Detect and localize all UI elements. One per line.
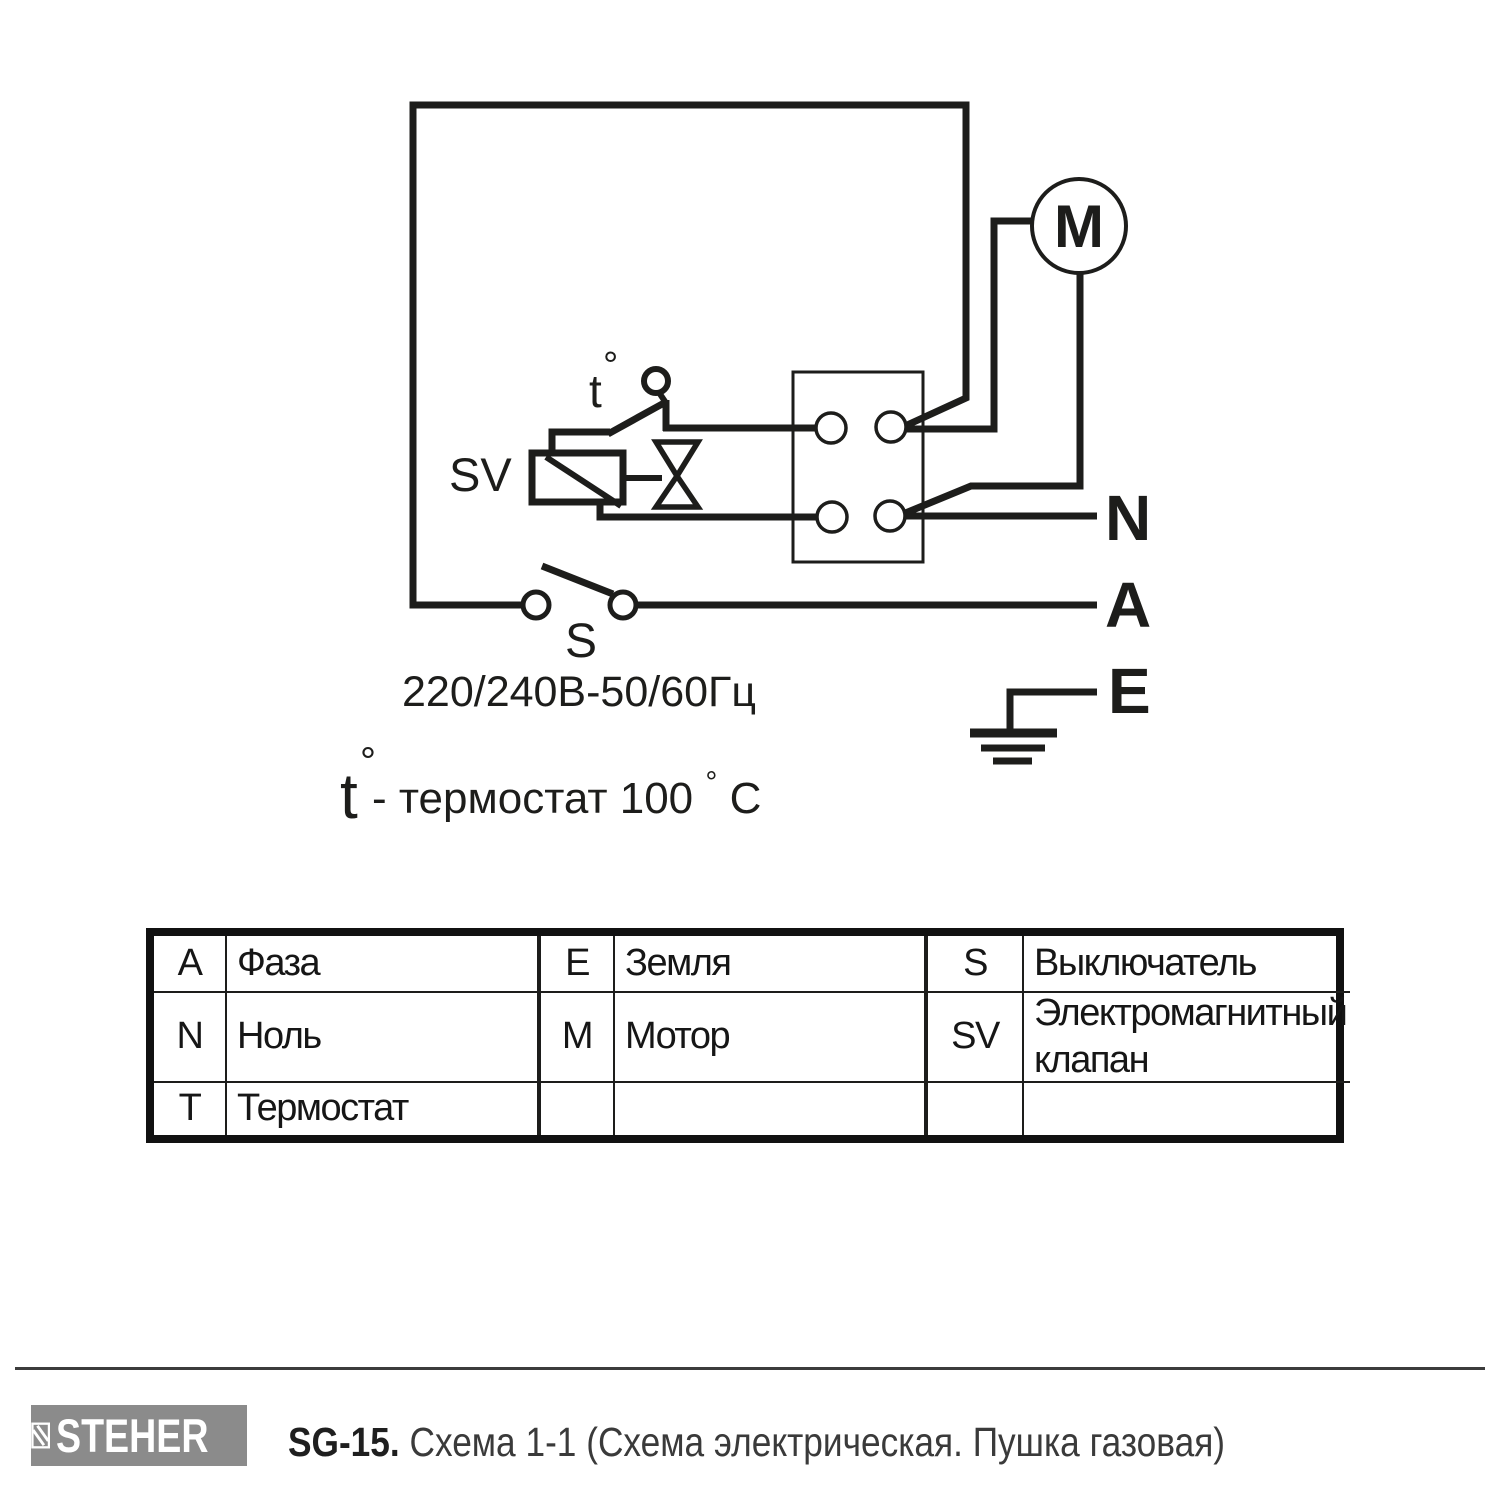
caption-text: Схема 1-1 (Схема электрическая. Пушка газовая) bbox=[399, 1419, 1226, 1465]
solenoid-valve-coil bbox=[532, 453, 623, 506]
wire-line-e bbox=[1010, 692, 1097, 731]
line-e-label: E bbox=[1108, 655, 1151, 727]
line-a-label: A bbox=[1105, 569, 1152, 641]
ground-symbol bbox=[970, 733, 1057, 761]
legend-cell-letter: A bbox=[154, 936, 227, 993]
legend-cell-letter: E bbox=[541, 936, 615, 993]
terminal-contact-bottom-left bbox=[817, 502, 847, 532]
legend-cell-letter: M bbox=[541, 993, 615, 1083]
legend-cell-desc: Электромагнитный клапан bbox=[1024, 993, 1350, 1083]
thermostat-note: t ° - термостат 100 ° С bbox=[340, 740, 762, 832]
legend-cell-letter: T bbox=[154, 1083, 227, 1135]
switch-contact-left bbox=[523, 592, 549, 618]
legend-cell-desc: Мотор bbox=[615, 993, 928, 1083]
legend-cell-desc bbox=[1024, 1083, 1350, 1135]
terminal-contact-bottom-right bbox=[875, 501, 905, 531]
legend-cell-desc: Фаза bbox=[227, 936, 541, 993]
legend-cell-desc: Земля bbox=[615, 936, 928, 993]
thermostat-arm bbox=[608, 403, 664, 434]
footer-divider bbox=[15, 1367, 1485, 1370]
voltage-label: 220/240В-50/60Гц bbox=[402, 668, 756, 716]
steher-logo-icon bbox=[31, 1417, 50, 1454]
solenoid-label: SV bbox=[449, 448, 512, 501]
legend-cell-letter: N bbox=[154, 993, 227, 1083]
line-n-label: N bbox=[1105, 482, 1152, 554]
legend-table bbox=[146, 928, 1347, 1143]
legend-cell-desc: Выключатель bbox=[1024, 936, 1350, 993]
model-number: SG-15. bbox=[288, 1419, 400, 1465]
switch-contact-right bbox=[610, 592, 636, 618]
legend-cell-desc: Термостат bbox=[227, 1083, 541, 1135]
thermostat-bulb bbox=[644, 369, 668, 393]
motor-symbol bbox=[1032, 179, 1126, 273]
switch-label: S bbox=[564, 615, 598, 668]
legend-cell-letter bbox=[541, 1083, 615, 1135]
gas-valve-symbol bbox=[656, 442, 698, 507]
wire-solenoid-lower bbox=[600, 500, 818, 517]
legend-cell-letter bbox=[928, 1083, 1024, 1135]
thermostat-label: t ° bbox=[589, 345, 619, 417]
motor-label: M bbox=[1054, 193, 1104, 260]
legend-cell-letter: SV bbox=[928, 993, 1024, 1083]
steher-logo bbox=[31, 1405, 247, 1466]
legend-cell-letter: S bbox=[928, 936, 1024, 993]
terminal-contact-top-right bbox=[876, 412, 906, 442]
terminal-block bbox=[793, 372, 923, 562]
steher-logo-text: STEHER bbox=[56, 1409, 209, 1462]
wires bbox=[413, 105, 1097, 731]
terminal-contact-top-left bbox=[816, 413, 846, 443]
legend-cell-desc bbox=[615, 1083, 928, 1135]
switch-arm bbox=[542, 566, 613, 594]
legend-cell-desc: Ноль bbox=[227, 993, 541, 1083]
footer-caption bbox=[288, 1419, 1225, 1466]
